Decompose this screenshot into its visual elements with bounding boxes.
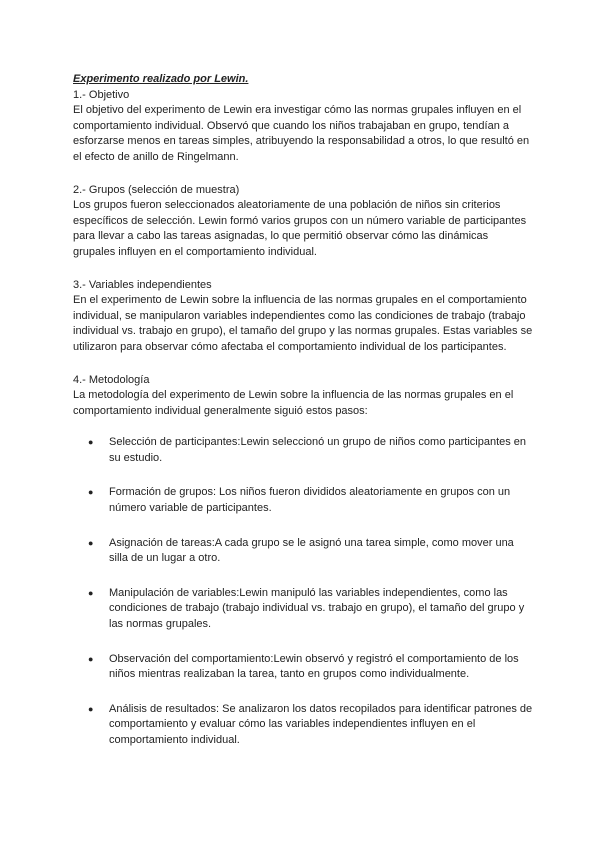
section-body: El objetivo del experimento de Lewin era investigar cómo las normas grupales influyen en el comportamiento individual. Observó que cuando los niños trabajaban en grupo, tendían a esforzarse menos en tareas simples, atribuyendo la responsabilidad a otros, lo que resultó en el efecto de anillo de Ringelmann. — [73, 104, 530, 163]
bullet-icon: ● — [88, 537, 94, 548]
step-text: Observación del comportamiento:Lewin observó y registró el comportamiento de los niños mientras realizaban la tarea, tanto en grupos como individualmente. — [109, 652, 519, 681]
list-item — [73, 586, 533, 633]
list-item — [73, 435, 533, 466]
bullet-icon: ● — [88, 653, 94, 664]
section-body: Los grupos fueron seleccionados aleatoriamente de una población de niños sin criterios específicos de selección. Lewin formó varios grupos con un número variable de participantes para llevar a cabo las tareas asignadas, lo que permitió observar cómo las dinámicas grupales influyen en el comportamiento individual. — [73, 199, 527, 258]
list-item — [73, 536, 533, 567]
bullet-icon: ● — [88, 437, 94, 448]
step-text: Selección de participantes:Lewin seleccionó un grupo de niños como participantes en su estudio. — [109, 436, 527, 464]
bullet-icon: ● — [88, 703, 94, 714]
section-heading: 2.- Grupos (selección de muestra) — [73, 183, 240, 196]
section-heading: 4.- Metodología — [73, 373, 150, 386]
section-body: La metodología del experimento de Lewin sobre la influencia de las normas grupales en el comportamiento individual generalmente siguió estos pasos: — [73, 389, 514, 417]
section-variables-independientes — [73, 278, 533, 356]
section-grupos — [73, 183, 533, 261]
step-text: Manipulación de variables:Lewin manipuló las variables independientes, como las condiciones de trabajo (trabajo individual vs. trabajo en grupo), el tamaño del grupo y las normas grupales. — [109, 586, 525, 631]
step-text: Asignación de tareas:A cada grupo se le asignó una tarea simple, como mover una silla de un lugar a otro. — [109, 536, 514, 565]
section-heading: 3.- Variables independientes — [73, 278, 212, 291]
list-item — [73, 652, 533, 683]
bullet-icon: ● — [88, 587, 94, 598]
document-page — [73, 72, 533, 768]
step-text: Análisis de resultados: Se analizaron los datos recopilados para identificar patrones de comportamiento y evaluar cómo las variables independientes influyen en el comportamiento individual. — [109, 702, 533, 746]
document-title: Experimento realizado por Lewin. — [73, 73, 249, 85]
list-item — [73, 702, 533, 749]
section-metodologia — [73, 373, 533, 749]
list-item — [73, 485, 533, 516]
section-objetivo — [73, 88, 533, 166]
bullet-icon: ● — [88, 487, 94, 498]
step-text: Formación de grupos: Los niños fueron divididos aleatoriamente en grupos con un número variable de participantes. — [109, 486, 511, 515]
section-body: En el experimento de Lewin sobre la influencia de las normas grupales en el comportamiento individual, se manipularon variables independientes como las condiciones de trabajo (trabajo individual vs. trabajo en grupo), el tamaño del grupo y las normas grupales. Estas variables se utilizaron para observar cómo afectaba el comportamiento individual de los participantes. — [73, 294, 533, 353]
section-heading: 1.- Objetivo — [73, 88, 130, 101]
methodology-steps-list — [73, 435, 533, 748]
